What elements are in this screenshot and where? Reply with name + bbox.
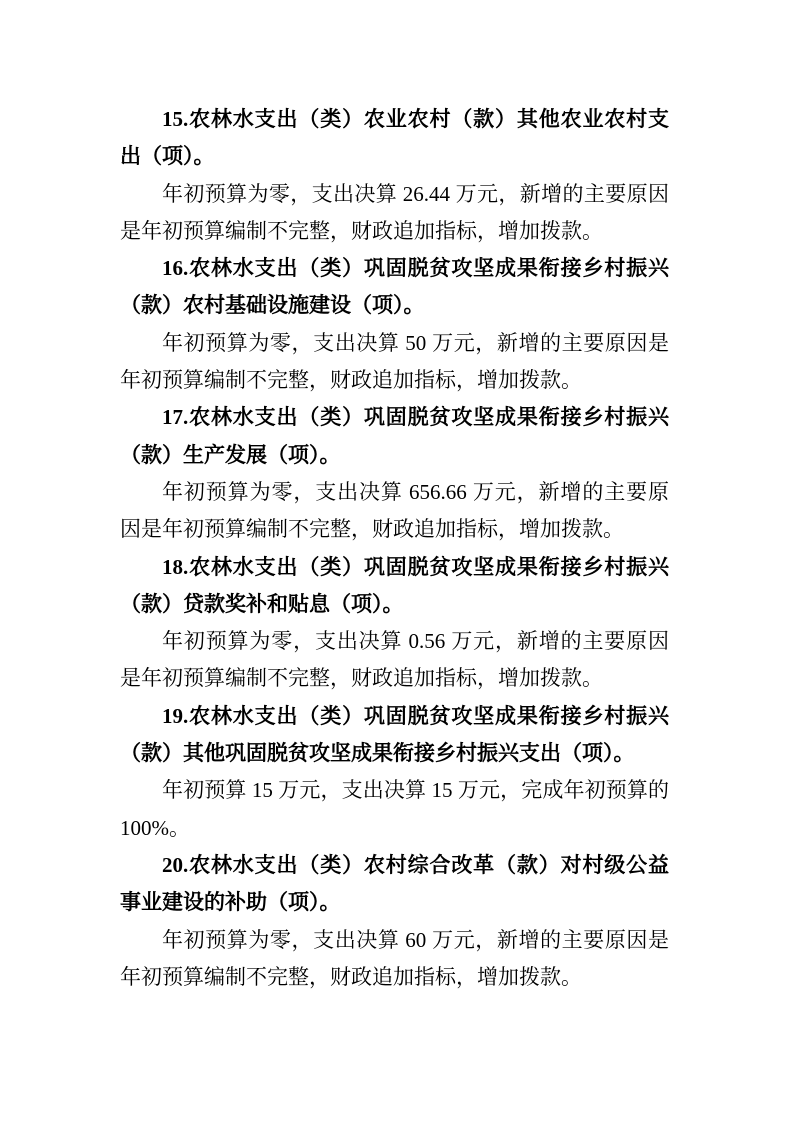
- expenditure-item-15-heading: 15.农林水支出（类）农业农村（款）其他农业农村支出（项）。: [120, 107, 669, 169]
- expenditure-item-18-body: 年初预算为零，支出决算 0.56 万元，新增的主要原因是年初预算编制不完整，财政追加指标，增加拨款。: [120, 629, 669, 691]
- expenditure-item-17-body: 年初预算为零，支出决算 656.66 万元，新增的主要原因是年初预算编制不完整，财政追加指标，增加拨款。: [120, 479, 669, 542]
- expenditure-item-20-heading: 20.农林水支出（类）农村综合改革（款）对村级公益事业建设的补助（项）。: [120, 852, 669, 915]
- expenditure-item-19-heading: 19.农林水支出（类）巩固脱贫攻坚成果衔接乡村振兴（款）其他巩固脱贫攻坚成果衔接乡村振兴支出（项）。: [120, 703, 669, 766]
- expenditure-item-16-heading: 16.农林水支出（类）巩固脱贫攻坚成果衔接乡村振兴（款）农村基础设施建设（项）。: [120, 256, 669, 318]
- expenditure-item-15-body: 年初预算为零，支出决算 26.44 万元，新增的主要原因是年初预算编制不完整，财政追加指标，增加拨款。: [120, 181, 669, 243]
- expenditure-item-16-body: 年初预算为零，支出决算 50 万元，新增的主要原因是年初预算编制不完整，财政追加指标，增加拨款。: [120, 330, 669, 393]
- expenditure-item-19-body: 年初预算 15 万元，支出决算 15 万元，完成年初预算的 100%。: [120, 778, 669, 840]
- expenditure-item-20-body: 年初预算为零，支出决算 60 万元，新增的主要原因是年初预算编制不完整，财政追加指标，增加拨款。: [120, 927, 669, 989]
- expenditure-item-17-heading: 17.农林水支出（类）巩固脱贫攻坚成果衔接乡村振兴（款）生产发展（项）。: [120, 405, 669, 467]
- expenditure-item-18-heading: 18.农林水支出（类）巩固脱贫攻坚成果衔接乡村振兴（款）贷款奖补和贴息（项）。: [120, 554, 669, 616]
